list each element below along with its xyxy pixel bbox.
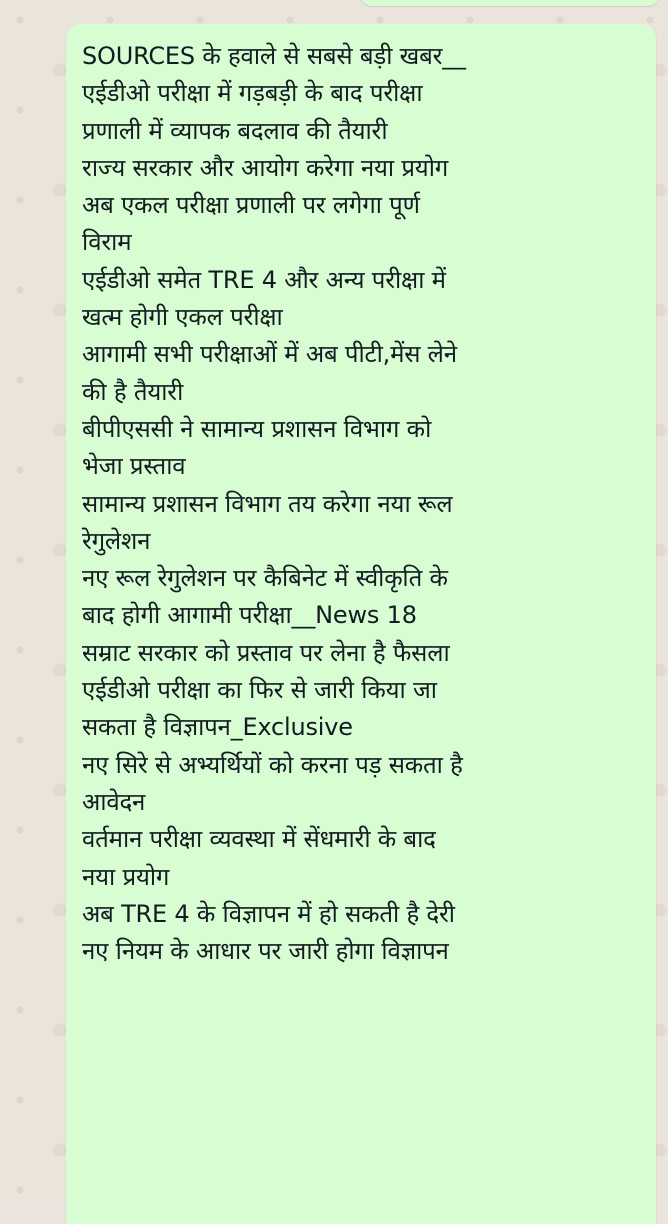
message-line: की है तैयारी xyxy=(82,377,184,406)
message-line: एईडीओ समेत TRE 4 और अन्य परीक्षा में xyxy=(82,265,446,294)
message-line: प्रणाली में व्यापक बदलाव की तैयारी xyxy=(82,116,388,145)
message-line: सामान्य प्रशासन विभाग तय करेगा नया रूल xyxy=(82,489,453,518)
message-bubble[interactable] xyxy=(66,24,656,1224)
message-text xyxy=(82,38,646,970)
message-line: बाद होगी आगामी परीक्षा__News 18 xyxy=(82,601,417,630)
message-line: नया प्रयोग xyxy=(82,862,170,891)
previous-message-bubble[interactable] xyxy=(360,0,660,6)
message-line: एईडीओ परीक्षा का फिर से जारी किया जा xyxy=(82,676,437,705)
message-line: नए नियम के आधार पर जारी होगा विज्ञापन xyxy=(82,937,449,966)
message-line: वर्तमान परीक्षा व्यवस्था में सेंधमारी के बाद xyxy=(82,825,436,854)
message-line: आगामी सभी परीक्षाओं में अब पीटी,मेंस लेने xyxy=(82,340,457,369)
message-line: अब TRE 4 के विज्ञापन में हो सकती है देरी xyxy=(82,899,455,928)
message-line: राज्य सरकार और आयोग करेगा नया प्रयोग xyxy=(82,153,449,182)
message-line: बीपीएससी ने सामान्य प्रशासन विभाग को xyxy=(82,414,432,443)
message-line: सकता है विज्ञापन_Exclusive xyxy=(82,713,353,742)
message-line: नए रूल रेगुलेशन पर कैबिनेट में स्वीकृति के xyxy=(82,564,448,593)
message-line: अब एकल परीक्षा प्रणाली पर लगेगा पूर्ण xyxy=(82,191,420,220)
message-line: विराम xyxy=(82,228,132,257)
message-line: रेगुलेशन xyxy=(82,526,151,555)
message-line: नए सिरे से अभ्यर्थियों को करना पड़ सकता है xyxy=(82,750,463,779)
message-line: सम्राट सरकार को प्रस्ताव पर लेना है फैसला xyxy=(82,638,450,667)
message-line: एईडीओ परीक्षा में गड़बड़ी के बाद परीक्षा xyxy=(82,79,423,108)
message-line: भेजा प्रस्ताव xyxy=(82,452,186,481)
message-line: आवेदन xyxy=(82,787,146,816)
message-line: खत्म होगी एकल परीक्षा xyxy=(82,303,283,332)
message-line: SOURCES के हवाले से सबसे बड़ी खबर__ xyxy=(82,42,466,70)
